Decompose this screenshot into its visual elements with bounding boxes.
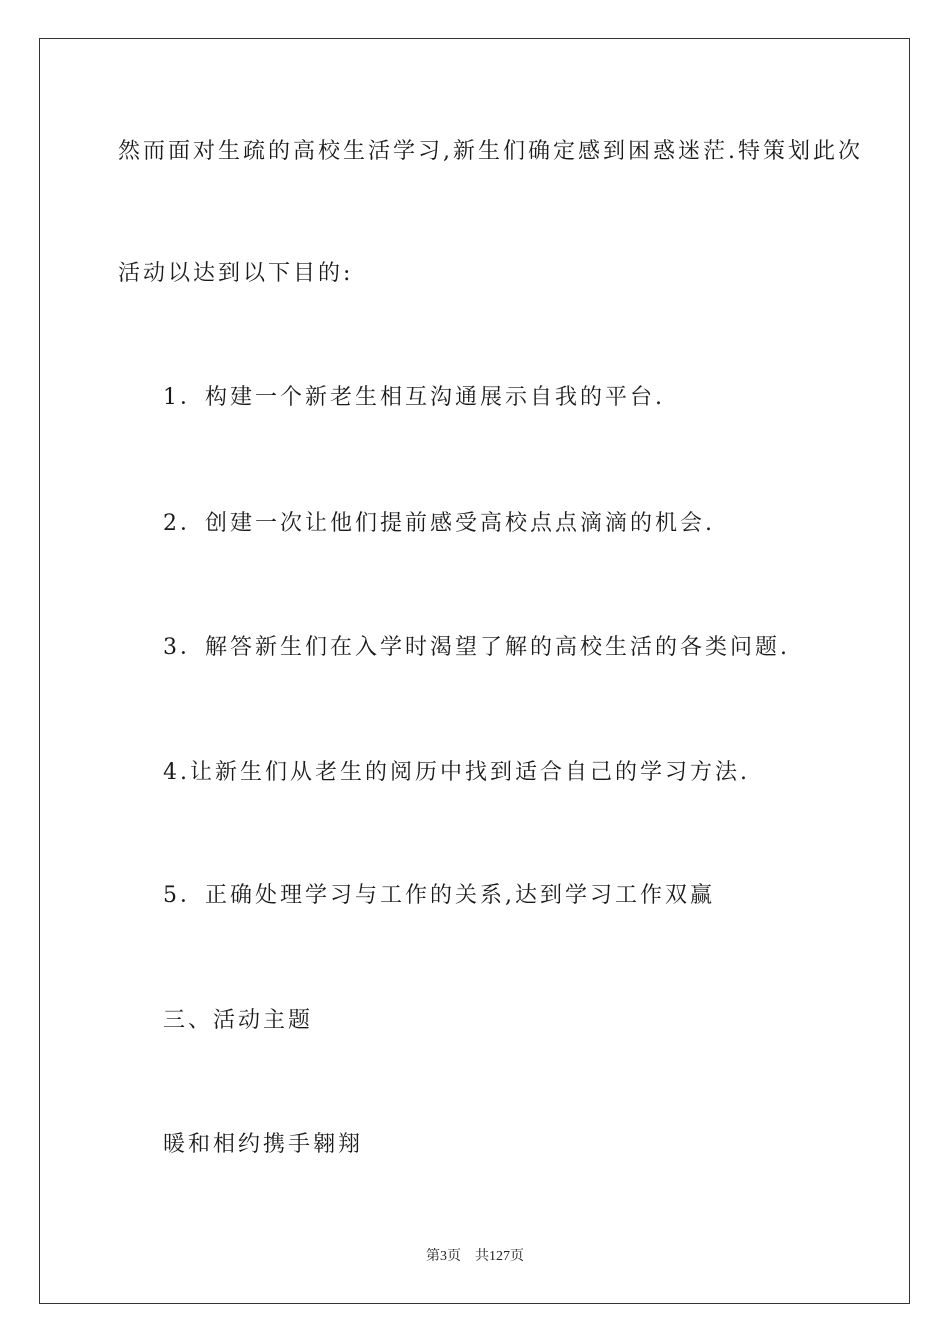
list-item-1: 1．构建一个新老生相互沟通展示自我的平台.	[163, 385, 665, 410]
page-border	[39, 38, 910, 1304]
list-item-2: 2．创建一次让他们提前感受高校点点滴滴的机会.	[163, 511, 715, 536]
theme-text: 暖和相约携手翱翔	[163, 1132, 364, 1157]
list-item-3: 3．解答新生们在入学时渴望了解的高校生活的各类问题.	[163, 635, 790, 660]
page-footer	[0, 1245, 950, 1265]
paragraph-line-1: 然而面对生疏的高校生活学习,新生们确定感到困惑迷茫.特策划此次	[118, 139, 863, 164]
page-number: 第3页	[426, 1249, 461, 1264]
page-total: 共127页	[475, 1249, 524, 1264]
list-item-4: 4.让新生们从老生的阅历中找到适合自己的学习方法.	[163, 760, 750, 785]
section-heading: 三、活动主题	[163, 1008, 314, 1033]
list-item-5: 5．正确处理学习与工作的关系,达到学习工作双赢	[163, 883, 715, 908]
paragraph-line-2: 活动以达到以下目的:	[118, 261, 354, 286]
